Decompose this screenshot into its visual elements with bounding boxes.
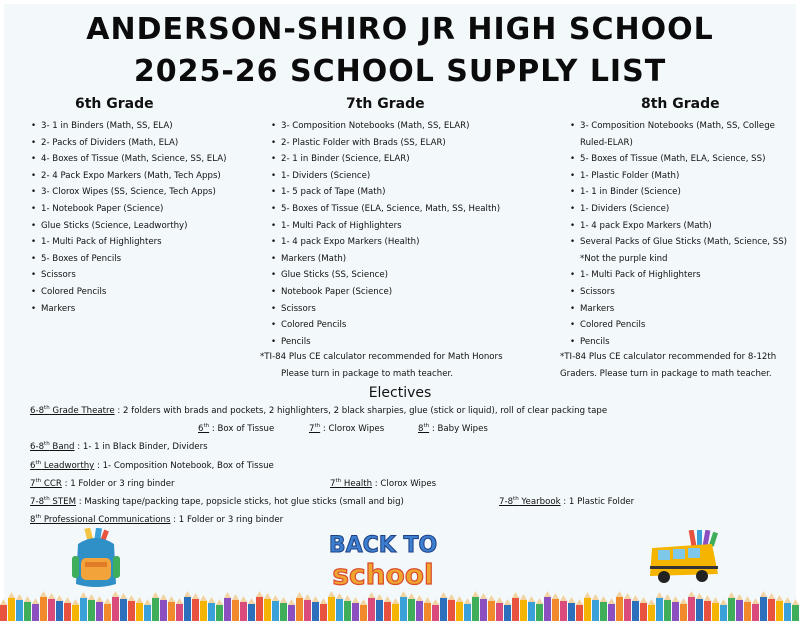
back-to-school-logo <box>313 530 453 590</box>
grade-8-heading: 8th Grade <box>641 96 720 112</box>
supply-item: • 1- Dividers (Science) <box>569 201 794 218</box>
pencil-decoration <box>16 594 23 621</box>
pencil-decoration <box>360 599 367 621</box>
supply-item: • 2- 1 in Binder (Science, ELAR) <box>270 151 555 168</box>
pencil-decoration <box>336 593 343 621</box>
supply-item: • Notebook Paper (Science) <box>270 284 555 301</box>
electives-heading: Electives <box>368 385 432 401</box>
pencil-decoration <box>400 591 407 621</box>
supply-item: • 5- Boxes of Tissue (ELA, Science, Math, SS, Health) <box>270 201 555 218</box>
supply-item: • 1- Multi Pack of Highlighters <box>30 234 270 251</box>
pencil-decoration <box>464 598 471 621</box>
elective-yearbook: 7-8th Yearbook : 1 Plastic Folder <box>499 496 635 507</box>
supply-item: • Pencils <box>270 334 555 351</box>
pencil-decoration <box>8 592 15 621</box>
pencil-decoration <box>488 595 495 621</box>
supply-item: • 1- 1 in Binder (Science) <box>569 184 794 201</box>
pencil-decoration <box>512 592 519 621</box>
supply-item: • Colored Pencils <box>569 317 794 334</box>
elective-band: 6-8th Band : 1- 1 in Black Binder, Dividers <box>30 441 208 452</box>
pencil-decoration <box>136 597 143 621</box>
pencil-decoration <box>592 594 599 621</box>
supply-item: • 1- 5 pack of Tape (Math) <box>270 184 555 201</box>
pencil-decoration <box>328 591 335 621</box>
grade-7-heading: 7th Grade <box>346 96 425 112</box>
pencil-decoration <box>296 592 303 621</box>
elective-stem: 7-8th STEM : Masking tape/packing tape, popsicle sticks, hot glue sticks (small and big) <box>30 496 404 507</box>
pencil-decoration <box>248 598 255 621</box>
grade-6-heading: 6th Grade <box>75 96 154 112</box>
pencil-decoration <box>352 597 359 621</box>
pencil-decoration <box>768 593 775 621</box>
pencil-decoration <box>672 596 679 621</box>
elective-ccr: 7th CCR : 1 Folder or 3 ring binder <box>30 478 175 489</box>
supply-item: • 3- Composition Notebooks (Math, SS, College Ruled-ELAR) <box>569 118 794 151</box>
pencil-decoration <box>720 599 727 621</box>
pencil-decoration <box>224 592 231 621</box>
pencil-decoration <box>784 597 791 621</box>
pencil-decoration <box>304 594 311 621</box>
pencil-decoration <box>600 596 607 621</box>
supply-item: • Markers (Math) <box>270 251 555 268</box>
supply-item: • 3- Clorox Wipes (SS, Science, Tech Apps) <box>30 184 270 201</box>
pencil-decoration <box>128 595 135 621</box>
pencil-decoration <box>64 597 71 621</box>
pencil-decoration <box>448 594 455 621</box>
pencil-decoration <box>616 591 623 621</box>
pencil-decoration <box>608 598 615 621</box>
grade-8-list <box>569 118 794 350</box>
supply-item: • Scissors <box>569 284 794 301</box>
pencil-decoration <box>104 598 111 621</box>
pencil-decoration <box>184 591 191 621</box>
pencil-decoration <box>112 591 119 621</box>
pencil-decoration <box>760 591 767 621</box>
supply-item: • 2- 4 Pack Expo Markers (Math, Tech Apps) <box>30 168 270 185</box>
pencil-decoration <box>312 596 319 621</box>
pencil-decoration <box>560 595 567 621</box>
pencil-decoration <box>160 594 167 621</box>
elective-leadworthy: 6th Leadworthy : 1- Composition Notebook, Box of Tissue <box>30 460 274 471</box>
supply-item: • 1- 4 pack Expo Markers (Health) <box>270 234 555 251</box>
theatre-8th: 8th : Baby Wipes <box>418 423 488 434</box>
backpack-icon <box>68 528 124 590</box>
supply-item: • Colored Pencils <box>30 284 270 301</box>
pencil-decoration <box>384 596 391 621</box>
pencil-decoration <box>624 593 631 621</box>
pencil-decoration <box>536 598 543 621</box>
grade-6-list <box>30 118 270 317</box>
logo-line2: school <box>332 558 434 590</box>
pencil-decoration <box>776 595 783 621</box>
supply-item: • 3- 1 in Binders (Math, SS, ELA) <box>30 118 270 135</box>
pencil-decoration <box>576 599 583 621</box>
pencil-decoration <box>48 593 55 621</box>
pencil-decoration <box>632 595 639 621</box>
grade-7-calc-note: *TI-84 Plus CE calculator recommended for Math Honors <box>260 352 503 362</box>
pencil-decoration <box>0 599 7 621</box>
pencil-decoration <box>240 596 247 621</box>
pencil-decoration <box>688 591 695 621</box>
pencil-decoration <box>424 597 431 621</box>
pencil-decoration <box>728 592 735 621</box>
pencil-decoration <box>120 593 127 621</box>
pencil-decoration <box>256 591 263 621</box>
supply-item: • Scissors <box>270 301 555 318</box>
pencil-decoration <box>496 597 503 621</box>
pencil-decoration <box>320 598 327 621</box>
supply-item: • 1- Multi Pack of Highlighters <box>569 267 794 284</box>
supply-item: • 1- Multi Pack of Highlighters <box>270 218 555 235</box>
supply-item: • 5- Boxes of Pencils <box>30 251 270 268</box>
theatre-6th: 6th : Box of Tissue <box>198 423 275 434</box>
pencil-decoration <box>272 595 279 621</box>
pencil-decoration <box>792 599 799 621</box>
pencil-decoration <box>176 598 183 621</box>
pencil-decoration <box>648 599 655 621</box>
pencil-decoration <box>392 598 399 621</box>
elective-health: 7th Health : Clorox Wipes <box>330 478 437 489</box>
supply-item: • Pencils <box>569 334 794 351</box>
supply-item: • 3- Composition Notebooks (Math, SS, ELAR) <box>270 118 555 135</box>
pencil-border-decoration <box>0 588 800 621</box>
grade-7-list <box>270 118 555 350</box>
pencil-decoration <box>440 592 447 621</box>
list-title: 2025-26 SCHOOL SUPPLY LIST <box>133 54 667 89</box>
pencil-decoration <box>232 594 239 621</box>
pencil-decoration <box>432 599 439 621</box>
supply-item: • 1- Notebook Paper (Science) <box>30 201 270 218</box>
elective-theatre: 6-8th Grade Theatre : 2 folders with brads and pockets, 2 highlighters, 2 black sharpies, glue (stick or liquid), roll of clear packing tape <box>30 405 608 416</box>
pencil-decoration <box>704 595 711 621</box>
supply-item: • Markers <box>569 301 794 318</box>
pencil-decoration <box>200 595 207 621</box>
pencil-decoration <box>568 597 575 621</box>
pencil-decoration <box>368 592 375 621</box>
pencil-decoration <box>208 597 215 621</box>
pencil-decoration <box>216 599 223 621</box>
pencil-decoration <box>504 599 511 621</box>
pencil-decoration <box>96 596 103 621</box>
supply-item: • 2- Plastic Folder with Brads (SS, ELAR) <box>270 135 555 152</box>
pencil-decoration <box>32 598 39 621</box>
supply-item: • 1- Plastic Folder (Math) <box>569 168 794 185</box>
supply-item: • 1- Dividers (Science) <box>270 168 555 185</box>
supply-item: • 1- 4 pack Expo Markers (Math) <box>569 218 794 235</box>
pencil-decoration <box>416 595 423 621</box>
pencil-decoration <box>152 592 159 621</box>
pencil-decoration <box>376 594 383 621</box>
pencil-decoration <box>192 593 199 621</box>
pencil-decoration <box>40 591 47 621</box>
grade-8-calc-note-2: Graders. Please turn in package to math teacher. <box>560 369 772 379</box>
grade-7-calc-note-2: Please turn in package to math teacher. <box>281 369 453 379</box>
pencil-decoration <box>344 595 351 621</box>
theatre-text: : 2 folders with brads and pockets, 2 highlighters, 2 black sharpies, glue (stick or liquid), roll of clear packing tape <box>114 405 608 416</box>
supply-item: • Scissors <box>30 267 270 284</box>
supply-item: *Not the purple kind <box>580 253 668 264</box>
pencil-decoration <box>288 599 295 621</box>
pencil-decoration <box>480 593 487 621</box>
supply-item: • Glue Sticks (SS, Science) <box>270 267 555 284</box>
pencil-decoration <box>656 592 663 621</box>
pencil-decoration <box>264 593 271 621</box>
pencil-decoration <box>472 591 479 621</box>
theatre-7th: 7th : Clorox Wipes <box>309 423 385 434</box>
pencil-decoration <box>280 597 287 621</box>
supply-item: • 2- Packs of Dividers (Math, ELA) <box>30 135 270 152</box>
supply-item: • Colored Pencils <box>270 317 555 334</box>
school-bus-icon <box>646 530 724 588</box>
pencil-decoration <box>544 591 551 621</box>
pencil-decoration <box>520 594 527 621</box>
pencil-decoration <box>712 597 719 621</box>
pencil-decoration <box>680 598 687 621</box>
theatre-grades: 6-8 <box>30 405 45 416</box>
pencil-decoration <box>144 599 151 621</box>
pencil-decoration <box>640 597 647 621</box>
pencil-decoration <box>552 593 559 621</box>
pencil-decoration <box>664 594 671 621</box>
pencil-decoration <box>80 592 87 621</box>
pencil-decoration <box>408 593 415 621</box>
logo-line1: BACK TO <box>328 533 438 558</box>
pencil-decoration <box>584 592 591 621</box>
pencil-decoration <box>736 594 743 621</box>
pencil-decoration <box>528 596 535 621</box>
supply-item: • 4- Boxes of Tissue (Math, Science, SS, ELA) <box>30 151 270 168</box>
pencil-decoration <box>56 595 63 621</box>
pencil-decoration <box>744 596 751 621</box>
theatre-label: Grade Theatre <box>49 405 115 416</box>
supply-item: • Markers <box>30 301 270 318</box>
supply-item: • Several Packs of Glue Sticks (Math, Science, SS) <box>569 234 794 251</box>
elective-professional-communications: 8th Professional Communications : 1 Folder or 3 ring binder <box>30 514 284 525</box>
pencil-decoration <box>456 596 463 621</box>
pencil-decoration <box>168 596 175 621</box>
supply-item: • Glue Sticks (Science, Leadworthy) <box>30 218 270 235</box>
supply-item: • 5- Boxes of Tissue (Math, ELA, Science, SS) <box>569 151 794 168</box>
pencil-decoration <box>24 596 31 621</box>
pencil-decoration <box>752 598 759 621</box>
school-title: ANDERSON-SHIRO JR HIGH SCHOOL <box>86 12 714 47</box>
pencil-decoration <box>72 599 79 621</box>
pencil-decoration <box>88 594 95 621</box>
pencil-decoration <box>696 593 703 621</box>
grade-8-calc-note: *TI-84 Plus CE calculator recommended for 8-12th <box>560 352 777 362</box>
